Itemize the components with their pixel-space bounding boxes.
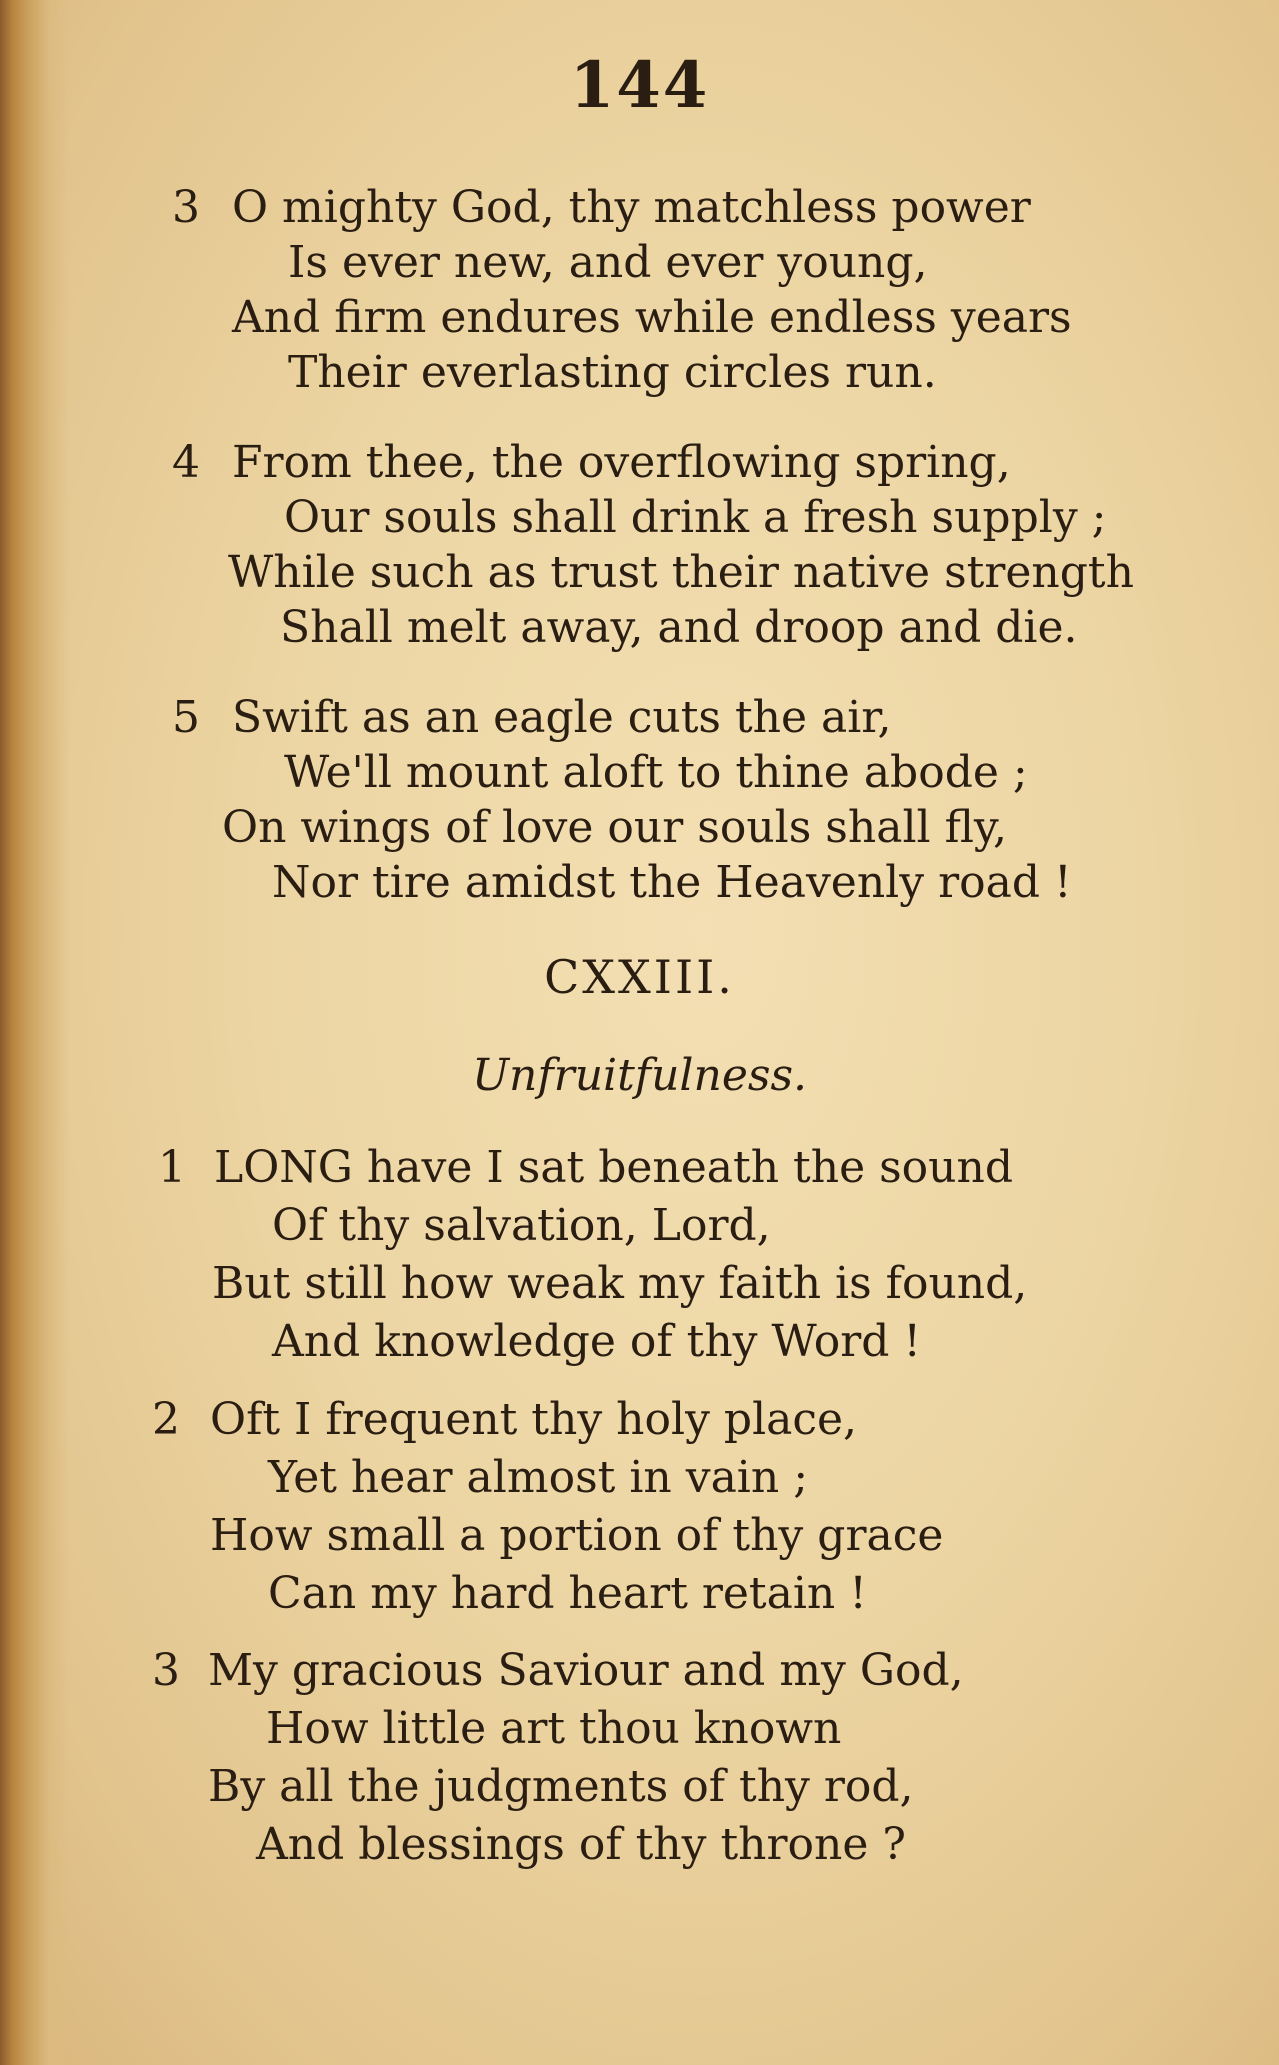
stanza-line: Nor tire amidst the Heavenly road ! <box>272 857 1072 908</box>
stanza-line: Is ever new, and ever young, <box>288 237 928 288</box>
stanza-line: But still how weak my faith is found, <box>212 1258 1028 1309</box>
stanza-line: Yet hear almost in vain ; <box>268 1452 809 1503</box>
stanza-line: On wings of love our souls shall fly, <box>222 802 1007 853</box>
stanza-number: 5 <box>172 692 200 743</box>
stanza-line: How little art thou known <box>266 1703 842 1754</box>
stanza-line: O mighty God, thy matchless power <box>232 182 1031 233</box>
stanza-line: Can my hard heart retain ! <box>268 1568 867 1619</box>
stanza-line: By all the judgments of thy rod, <box>208 1761 914 1812</box>
stanza-line: And firm endures while endless years <box>232 292 1072 343</box>
stanza-line: Shall melt away, and droop and die. <box>280 602 1078 653</box>
stanza-line: Oft I frequent thy holy place, <box>210 1394 858 1445</box>
hymn-title: Unfruitfulness. <box>471 1050 808 1101</box>
page-number: 144 <box>569 48 710 123</box>
stanza-line: Our souls shall drink a fresh supply ; <box>284 492 1107 543</box>
stanza-number: 1 <box>158 1142 186 1193</box>
stanza-number: 3 <box>172 182 200 233</box>
stanza-line: Swift as an eagle cuts the air, <box>232 692 892 743</box>
stanza-line: And blessings of thy throne ? <box>256 1819 906 1870</box>
stanza-line: While such as trust their native strength <box>228 547 1134 598</box>
hymn-number: CXXIII. <box>544 950 735 1004</box>
stanza-number: 3 <box>152 1645 180 1696</box>
stanza-line: And knowledge of thy Word ! <box>272 1316 922 1367</box>
stanza-line: My gracious Saviour and my God, <box>208 1645 964 1696</box>
stanza-line: How small a portion of thy grace <box>210 1510 944 1561</box>
stanza-line: From thee, the overflowing spring, <box>232 437 1011 488</box>
stanza-line: LONG have I sat beneath the sound <box>214 1142 1014 1193</box>
page-spine-shadow <box>0 0 70 2065</box>
stanza-number: 4 <box>172 437 200 488</box>
stanza-line: Their everlasting circles run. <box>288 347 937 398</box>
stanza-line: Of thy salvation, Lord, <box>272 1200 771 1251</box>
stanza-number: 2 <box>152 1394 180 1445</box>
stanza-line: We'll mount aloft to thine abode ; <box>284 747 1028 798</box>
